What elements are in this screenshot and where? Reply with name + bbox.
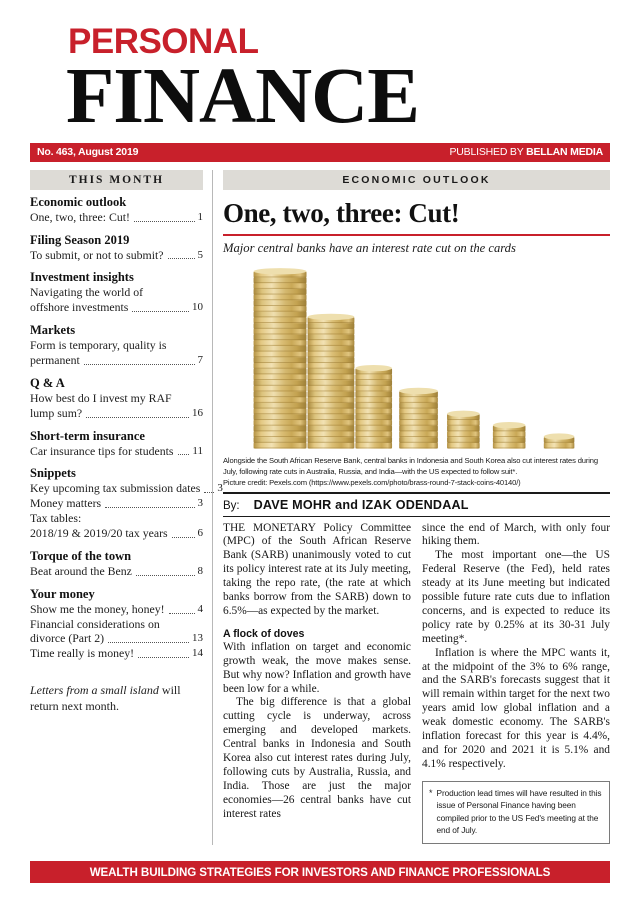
article-column-right [422, 522, 610, 844]
toc-page-number: 16 [192, 406, 203, 419]
toc-leader-dots [168, 251, 195, 259]
toc-entry[interactable] [30, 481, 223, 496]
toc-entry-title: Car insurance tips for students [30, 443, 174, 458]
masthead-brand-finance: FINANCE [66, 53, 419, 140]
toc-group [30, 375, 203, 421]
toc-leader-dots [169, 606, 195, 614]
article-photo-coin-stacks [223, 264, 610, 452]
toc-page-number: 13 [192, 632, 203, 645]
toc-category: Torque of the town [30, 548, 132, 563]
toc-entry-line[interactable]: Navigating the world of [30, 285, 144, 300]
coin-stacks-illustration [223, 264, 610, 452]
toc-entry[interactable] [30, 300, 203, 315]
toc-entry-title: lump sum? [30, 405, 83, 420]
toc-category: Short-term insurance [30, 428, 145, 443]
lead-paragraph: THE MONETARY Policy Committee (MPC) of the South African Reserve Bank (SARB) unanimously voted to cut its policy interest rate at its July meeting, taking the repo rate, (the rate at which banks borrow from the SARB) down to 6.5%—as expected by the market. [223, 521, 411, 617]
toc-entry[interactable] [30, 564, 203, 579]
toc-leader-dots [172, 530, 195, 538]
photo-caption [223, 452, 610, 494]
publisher-name: BELLAN MEDIA [526, 146, 603, 159]
toc-entry-title: Money matters [30, 496, 102, 511]
table-of-contents [30, 170, 223, 845]
toc-leader-dots [138, 650, 189, 658]
article-columns [223, 522, 610, 844]
toc-entry[interactable] [30, 444, 203, 459]
toc-entry[interactable] [30, 210, 203, 225]
coin-stack [493, 422, 526, 449]
toc-entry-line[interactable]: How best do I invest my RAF [30, 390, 172, 405]
article-subhead: A flock of doves [223, 627, 305, 640]
toc-entry-line[interactable]: Tax tables: [30, 511, 82, 526]
toc-entry[interactable] [30, 248, 203, 263]
toc-group [30, 194, 203, 225]
toc-entry-title: 2018/19 & 2019/20 tax years [30, 525, 168, 540]
footnote-marker: * [429, 787, 433, 798]
toc-page-number: 14 [192, 647, 203, 660]
toc-entry-title: offshore investments [30, 300, 129, 315]
toc-page-number: 3 [217, 482, 223, 495]
toc-group [30, 322, 203, 368]
footnote-text: Production lead times will have resulted in this issue of Personal Finance having been compiled prior to the US Fed's meeting at the end of July. [436, 787, 602, 836]
photo-credit: Picture credit: Pexels.com (https://www.pexels.com/photo/brass-round-7-stack-coins-40140/) [223, 477, 521, 487]
toc-category: Markets [30, 323, 76, 338]
coin-stack [544, 433, 575, 448]
toc-page-number: 10 [192, 301, 203, 314]
toc-page-number: 3 [197, 497, 203, 510]
toc-entry[interactable] [30, 646, 203, 661]
issue-bar [30, 143, 610, 162]
toc-entry[interactable] [30, 406, 203, 421]
toc-category: Q & A [30, 375, 65, 390]
toc-entry[interactable] [30, 353, 203, 368]
toc-page-number: 4 [197, 602, 203, 615]
toc-footnote-rest: will return next month. [30, 683, 181, 713]
coin-stack [355, 365, 392, 449]
body-paragraph: With inflation on target and economic growth weak, the move makes sense. But why now? Inflation and growth have been low for a while. [223, 640, 411, 695]
article-kicker: ECONOMIC OUTLOOK [223, 170, 610, 190]
coin-stack [254, 268, 307, 449]
toc-page-number: 11 [192, 444, 203, 457]
toc-leader-dots [134, 214, 195, 222]
toc-category: Snippets [30, 466, 76, 481]
toc-group [30, 548, 203, 579]
toc-entry-title: Show me the money, honey! [30, 601, 165, 616]
toc-entry-line[interactable]: Form is temporary, quality is [30, 338, 167, 353]
toc-entry-line[interactable]: Financial considerations on [30, 616, 160, 631]
toc-page-number: 6 [197, 526, 203, 539]
page-content [30, 170, 610, 845]
toc-leader-dots [132, 304, 189, 312]
toc-page-number: 5 [197, 248, 203, 261]
body-paragraph: Inflation is where the MPC wants it, at the midpoint of the 3% to 6% range, and the SARB's forecasts suggest that it will remain within target for the next two years amid low global inflation and a weak domestic economy. The SARB's inflation forecast for this year is 4.4%, and for 2020 and 2021 it is 5.1% and 4.1% respectively. [422, 646, 611, 770]
toc-entry-title: Key upcoming tax submission dates [30, 481, 201, 496]
footer-banner-text: WEALTH BUILDING STRATEGIES FOR INVESTORS AND FINANCE PROFESSIONALS [89, 865, 551, 879]
toc-entry-title: permanent [30, 352, 80, 367]
publisher-prefix: PUBLISHED BY [449, 146, 524, 159]
toc-heading: THIS MONTH [30, 170, 203, 190]
toc-leader-dots [178, 447, 190, 455]
toc-leader-dots [108, 635, 189, 643]
toc-entry-title: One, two, three: Cut! [30, 209, 130, 224]
toc-group [30, 586, 203, 661]
toc-footnote [30, 683, 203, 714]
toc-entry[interactable] [30, 496, 203, 511]
toc-group [30, 428, 203, 459]
article-byline [223, 494, 610, 517]
masthead-brand-personal: PERSONAL [68, 22, 259, 61]
body-paragraph: since the end of March, with only four hiking them. [422, 521, 610, 548]
lead-article [213, 170, 610, 845]
production-note-box [422, 781, 610, 844]
coin-stack [399, 387, 438, 448]
coin-stack [447, 410, 480, 448]
toc-footnote-title: Letters from a small island [30, 683, 159, 698]
article-headline: One, two, three: Cut! [223, 197, 460, 228]
body-paragraph: The big difference is that a global cutting cycle is underway, across emerging and developed markets. Central banks in Indonesia and South Korea also cut interest rates during July, following cuts by Australia, Russia, and India. Those are just the major economies—26 central banks have cut interest rates [223, 696, 411, 820]
footer-banner [30, 861, 610, 883]
toc-entry-title: Time really is money! [30, 646, 135, 661]
toc-group [30, 232, 203, 263]
publisher-label [449, 146, 603, 158]
toc-category: Economic outlook [30, 194, 127, 209]
toc-group [30, 269, 203, 315]
toc-entry-title: To submit, or not to submit? [30, 247, 164, 262]
byline-authors: DAVE MOHR and IZAK ODENDAAL [253, 497, 469, 512]
toc-entry[interactable] [30, 631, 203, 646]
masthead [0, 0, 640, 140]
toc-entry-title: divorce (Part 2) [30, 631, 105, 646]
toc-leader-dots [136, 568, 195, 576]
toc-leader-dots [84, 357, 195, 365]
coin-stack [308, 313, 355, 448]
toc-category: Filing Season 2019 [30, 232, 130, 247]
toc-list [30, 194, 223, 661]
toc-page-number: 8 [197, 564, 203, 577]
toc-leader-dots [105, 500, 194, 508]
issue-number-label: No. 463, August 2019 [37, 146, 139, 159]
toc-category: Your money [30, 586, 95, 601]
toc-entry[interactable] [30, 602, 203, 617]
toc-entry[interactable] [30, 526, 203, 541]
article-column-left [223, 522, 411, 844]
body-paragraph: The most important one—the US Federal Reserve (the Fed), held rates steady at its June meeting but indicated possible future rate cuts due to inflation concerns, and is expected to reduce its policy rate by 0.25% at its 30-31 July meeting*. [422, 549, 610, 645]
toc-entry-title: Beat around the Benz [30, 563, 132, 578]
toc-page-number: 1 [197, 210, 203, 223]
toc-page-number: 7 [197, 353, 203, 366]
byline-label: By: [223, 499, 240, 512]
toc-leader-dots [86, 410, 189, 418]
toc-group [30, 465, 223, 540]
headline-rule [223, 234, 610, 237]
photo-caption-text: Alongside the South African Reserve Bank, central banks in Indonesia and South Korea also cut interest rates during July, following rate cuts in Australia, Russia, and India—with the US expected to follow suit*. [223, 455, 598, 476]
article-standfirst: Major central banks have an interest rate cut on the cards [223, 241, 516, 256]
toc-category: Investment insights [30, 270, 134, 285]
